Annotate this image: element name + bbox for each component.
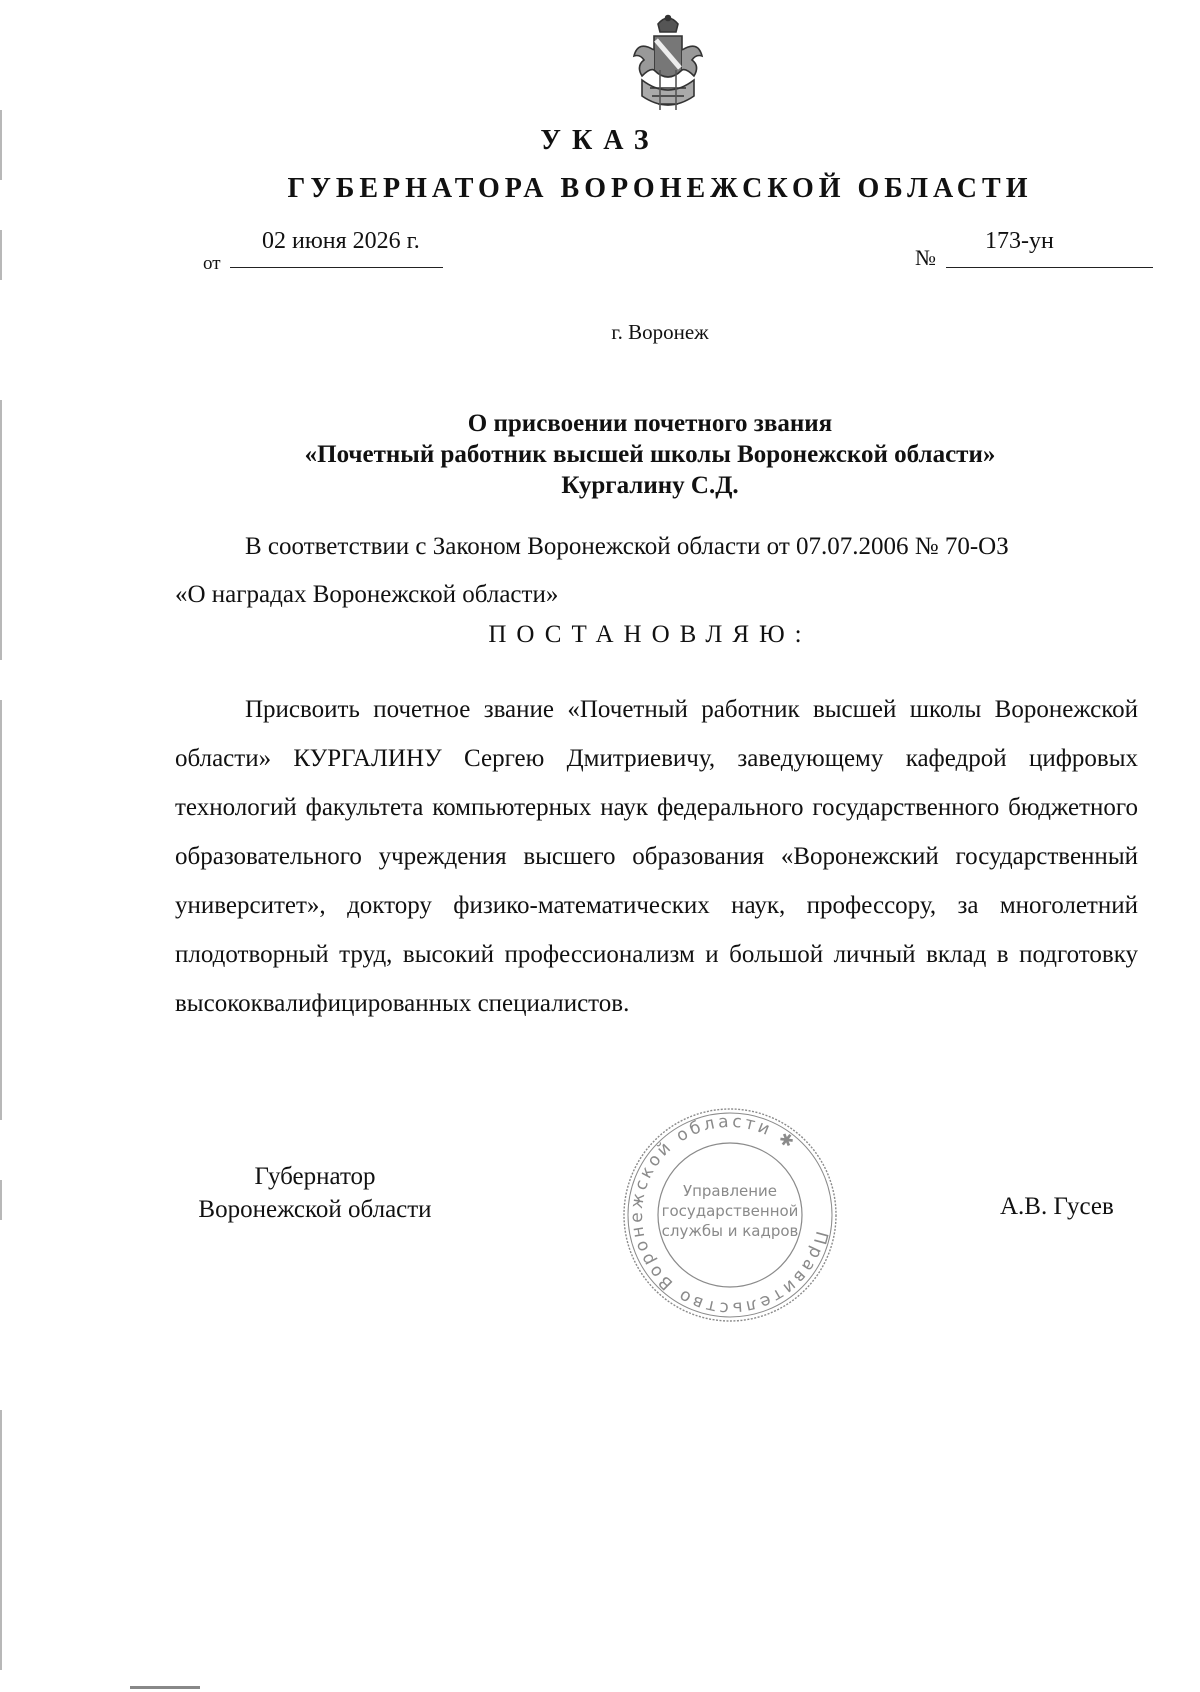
official-stamp (620, 1105, 840, 1325)
footer-mark (130, 1686, 200, 1689)
date-value: 02 июня 2026 г. (262, 228, 420, 254)
document-heading: УКАЗ (540, 125, 660, 156)
scan-margin-mark (0, 1180, 2, 1220)
scan-margin-mark (0, 230, 2, 280)
preamble-line-1: В соответствии с Законом Воронежской области от 07.07.2006 № 70-ОЗ (245, 533, 1009, 560)
document-title (220, 408, 1080, 501)
signatory-title-line: Воронежской области (198, 1196, 432, 1223)
document-subheading: ГУБЕРНАТОРА ВОРОНЕЖСКОЙ ОБЛАСТИ (287, 173, 1033, 204)
preamble-line-2: «О наградах Воронежской области» (175, 581, 559, 608)
city-line: г. Воронеж (611, 320, 709, 344)
title-line: «Почетный работник высшей школы Воронежской области» (304, 441, 996, 468)
date-label: от (203, 253, 221, 274)
scan-margin-mark (0, 110, 2, 180)
stamp-ring-text: Правительство Воронежской области ✱ (626, 1111, 832, 1319)
scan-margin-mark (0, 1410, 2, 1670)
title-line: О присвоении почетного звания (467, 410, 833, 437)
signatory-title-line: Губернатор (254, 1163, 376, 1190)
stamp-inner-line: государственной (661, 1202, 799, 1220)
number-value: 173-ун (985, 228, 1054, 254)
scan-margin-mark (0, 400, 2, 660)
number-label: № (915, 245, 936, 270)
date-underline (230, 267, 443, 268)
signatory-name: А.В. Гусев (1000, 1193, 1114, 1220)
signatory-title (175, 1160, 455, 1226)
stamp-inner-line: службы и кадров (661, 1222, 799, 1240)
main-paragraph: Присвоить почетное звание «Почетный работник высшей школы Воронежской области» КУРГАЛИНУ Сергею Дмитриевичу, заведующему кафедрой цифровых технологий факультета компьютерных наук федерального государственного бюджетного образовательного учреждения высшего образования «Воронежский государственный университет», доктору физико-математических наук, профессору, за многолетний плодотворный труд, высокий профессионализм и большой личный вклад в подготовку высококвалифицированных специалистов. (175, 696, 1138, 1017)
scan-margin-mark (0, 700, 2, 1120)
stamp-inner-line: Управление (682, 1182, 778, 1200)
number-underline (946, 267, 1153, 268)
decree-word: ПОСТАНОВЛЯЮ: (488, 621, 812, 648)
title-line: Кургалину С.Д. (561, 472, 739, 499)
coat-of-arms-emblem (620, 10, 716, 120)
